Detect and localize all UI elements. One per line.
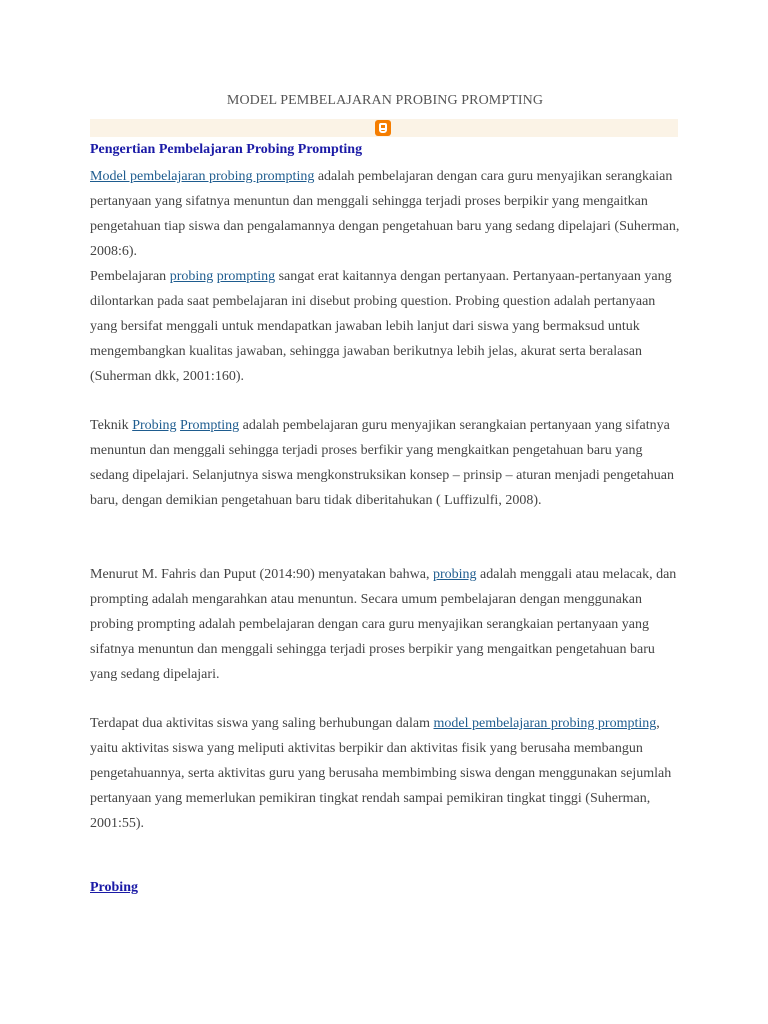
paragraph-2 xyxy=(90,264,682,389)
paragraph-3-text-b: adalah pembelajaran guru menyajikan serangkaian pertanyaan yang sifatnya menuntun dan menggali sehingga terjadi proses berfikir yang mengkaitkan pengetahuan baru yang sedang dipelajari. Selanjutnya siswa mengkonstruksikan konsep – prinsip – aturan menjadi pengetahuan baru, dengan demikian pengetahuan baru tidak diberitahukan ( Luffizulfi, 2008). xyxy=(90,418,674,508)
link-model-pembelajaran[interactable]: model pembelajaran probing prompting xyxy=(433,716,657,731)
paragraph-2-text-b: sangat erat kaitannya dengan pertanyaan. Pertanyaan-pertanyaan yang dilontarkan pada saat pembelajaran ini disebut probing question. Probing question adalah pertanyaan yang bersifat menggali untuk mendapatkan jawaban lebih lanjut dari siswa yang bermaksud untuk mengembangkan kualitas jawaban, sehingga jawaban berikutnya lebih jelas, akurat serta beralasan (Suherman dkk, 2001:160). xyxy=(90,269,672,384)
paragraph-2-text-a: Pembelajaran xyxy=(90,269,170,284)
link-prompting[interactable]: Prompting xyxy=(180,418,240,433)
paragraph-4-text-a: Menurut M. Fahris dan Puput (2014:90) menyatakan bahwa, xyxy=(90,567,433,582)
paragraph-4-text-b: adalah menggali atau melacak, dan prompting adalah mengarahkan atau menuntun. Secara umum pembelajaran dengan menggunakan probing prompting adalah pembelajaran dengan cara guru menyajikan serangkaian pertanyaan yang sifatnya menuntun dan menggali sehingga terjadi proses berpikir yang mengaitkan pengetahuan baru yang sedang dipelajari. xyxy=(90,567,677,682)
paragraph-3 xyxy=(90,413,682,513)
link-probing[interactable]: Probing xyxy=(132,418,177,433)
paragraph-4 xyxy=(90,562,682,687)
probing-heading-link[interactable]: Probing xyxy=(90,880,138,895)
paragraph-5-text-b: , yaitu aktivitas siswa yang meliputi aktivitas berpikir dan aktivitas fisik yang berusaha membangun pengetahuannya, serta aktivitas guru yang berusaha membimbing siswa dengan menggunakan sejumlah pertanyaan yang memerlukan pemikiran tingkat rendah sampai pemikiran tingkat tinggi (Suherman, 2001:55). xyxy=(90,716,672,831)
link-model-pembelajaran[interactable]: Model pembelajaran probing prompting xyxy=(90,169,315,184)
paragraph-5-text-a: Terdapat dua aktivitas siswa yang saling berhubungan dalam xyxy=(90,716,434,731)
share-bar xyxy=(90,119,678,137)
section-heading: Pengertian Pembelajaran Probing Prompting xyxy=(90,142,363,157)
blogger-icon[interactable] xyxy=(375,120,391,136)
paragraph-1-text: adalah pembelajaran dengan cara guru menyajikan serangkaian pertanyaan yang sifatnya menuntun dan menggali sehingga terjadi proses berpikir yang mengaitkan pengetahuan tiap siswa dan pengalamannya dengan pengetahuan baru yang sedang dipelajari (Suherman, 2008:6). xyxy=(90,169,680,259)
document-title: MODEL PEMBELAJARAN PROBING PROMPTING xyxy=(226,93,544,108)
link-probing[interactable]: probing xyxy=(169,269,214,284)
paragraph-5 xyxy=(90,711,682,836)
link-probing[interactable]: probing xyxy=(432,567,477,582)
paragraph-1 xyxy=(90,164,682,264)
link-prompting[interactable]: prompting xyxy=(216,269,276,284)
paragraph-3-text-a: Teknik xyxy=(90,418,133,433)
